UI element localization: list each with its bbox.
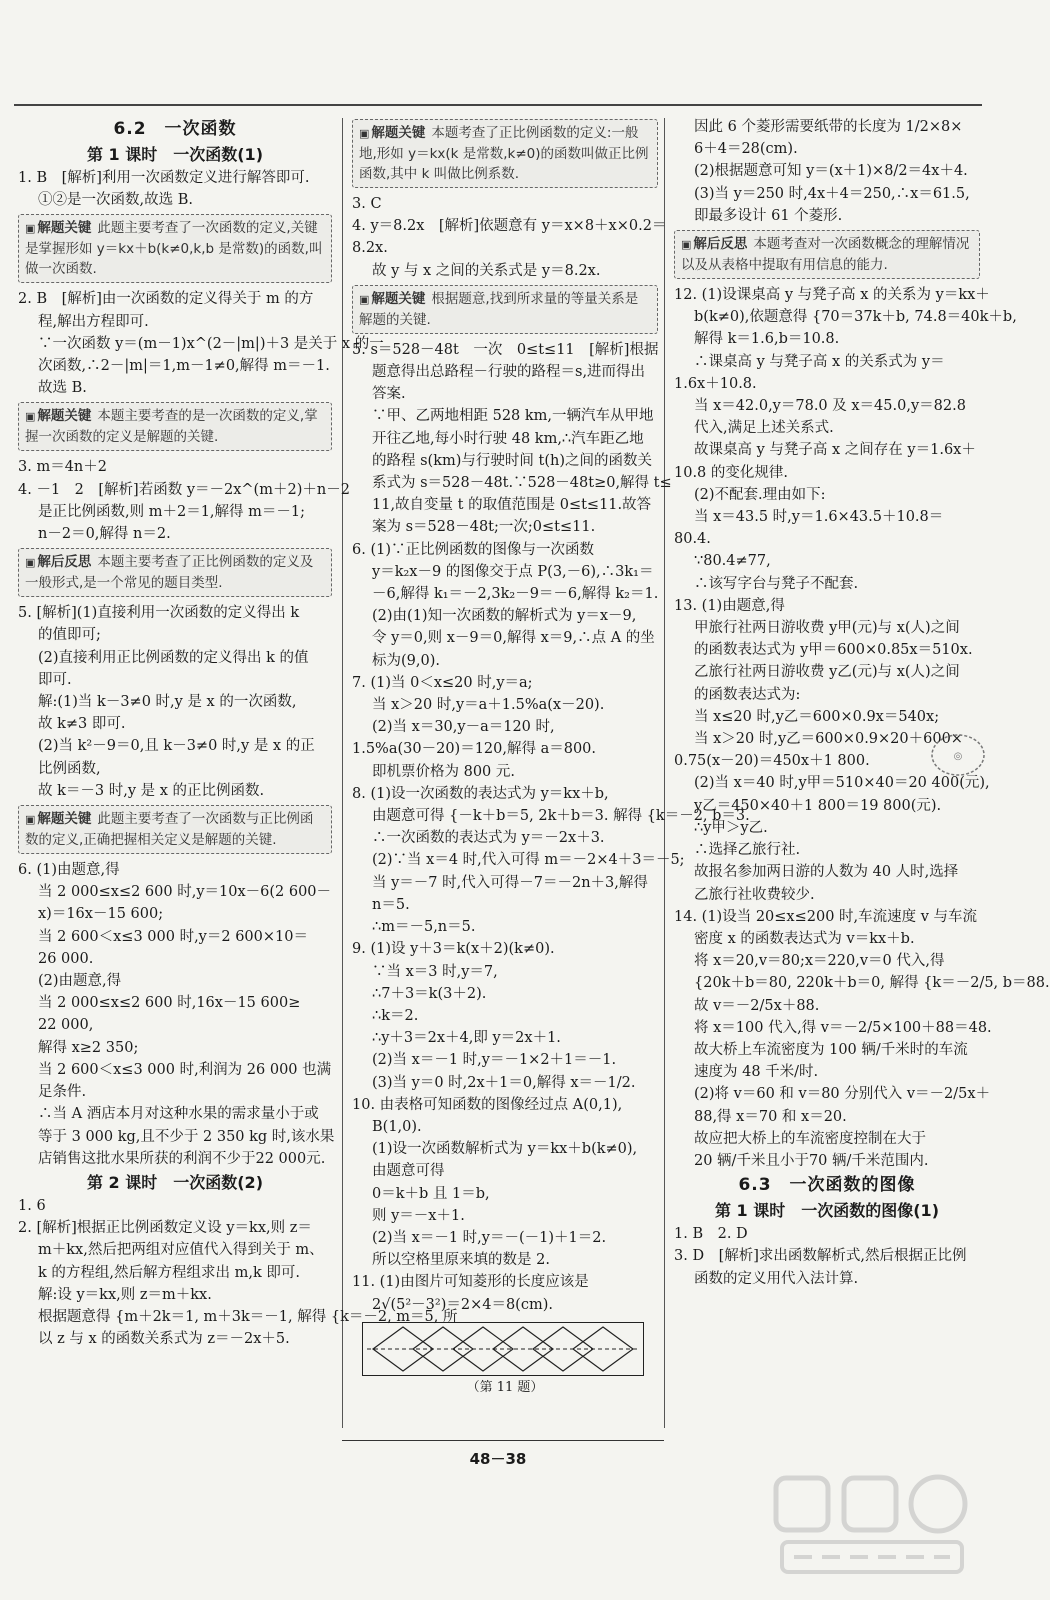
answer-line: 当 x＝42.0,y＝78.0 及 x＝45.0,y＝82.8 [694,398,966,415]
tip-box-text: 本题考查了正比例函数的定义:一般地,形如 y＝kx(k 是常数,k≠0)的函数叫做正比例函数,其中 k 叫做比例系数. [359,125,649,182]
answer-line: 解:设 y＝kx,则 z＝m＋kx. [38,1286,212,1303]
section-title: 6.3 一次函数的图像 [738,1175,916,1196]
answer-line: ∵甲、乙两地相距 528 km,一辆汽车从甲地 [372,408,654,425]
answer-line: ∴m＝－5,n＝5. [372,919,476,936]
answer-line: 8. (1)设一次函数的表达式为 y＝kx＋b, [352,785,609,802]
section-title: 6.2 一次函数 [113,119,237,139]
answer-line: 函数的定义用代入法计算. [694,1270,859,1287]
answer-line: 故 k＝－3 时,y 是 x 的正比例函数. [38,782,265,799]
answer-line: ∴选择乙旅行社. [694,842,801,859]
answer-line: 2. B [解析]由一次函数的定义得关于 m 的方 [18,291,314,308]
answer-line: (2)当 x＝－1 时,y＝－1×2＋1＝－1. [372,1052,617,1069]
answer-line: 足条件. [38,1084,87,1101]
answer-line: 80.4. [674,531,711,548]
top-rule [14,104,982,106]
tip-box-label: ▣ 解题关键 [25,218,91,239]
answer-line: 案为 s＝528－48t;一次;0≤t≤11. [372,519,596,536]
tip-box-label: ▣ 解后反思 [25,552,91,573]
answer-line: y乙＝450×40＋1 800＝19 800(元). [694,797,942,814]
answer-line: 次函数,∴2－|m|＝1,m－1≠0,解得 m＝－1. [38,358,330,375]
answer-line: k 的方程组,然后解方程组求出 m,k 即可. [38,1264,300,1281]
lesson-title: 第 1 课时 一次函数(1) [86,145,264,164]
answer-line: (2)直接利用正比例函数的定义得出 k 的值 [38,649,309,666]
side-stamp-icon [930,732,986,778]
answer-line: 因此 6 个菱形需要纸带的长度为 1/2×8× [694,119,963,135]
answer-line: ∴y＋3＝2x＋4,即 y＝2x＋1. [372,1030,561,1047]
answer-line: 乙旅行社收费较少. [694,886,815,903]
answer-line: 4. y＝8.2x [解析]依题意有 y＝x×8＋x×0.2＝ [352,218,667,235]
tip-box-label: ▣ 解题关键 [25,406,91,427]
answer-line: (1)设一次函数解析式为 y＝kx＋b(k≠0), [372,1141,638,1158]
tip-box-text: 本题主要考查了正比例函数的定义及一般形式,是一个常见的题目类型. [25,554,314,592]
tip-box [674,230,980,279]
rhombus [573,1327,633,1371]
answer-line: 令 y＝0,则 x－9＝0,解得 x＝9,∴点 A 的坐 [372,630,655,647]
answer-line: 7. (1)当 0＜x≤20 时,y＝a; [352,674,533,691]
lesson-title: 第 1 课时 一次函数的图像(1) [714,1201,940,1221]
answer-line: (2)当 x＝40 时,y甲＝510×40＝20 400(元), [694,775,990,792]
answer-line: x)＝16x－15 600; [38,906,164,923]
answer-line: 4. －1 2 [解析]若函数 y＝－2x^(m＋2)＋n－2 [18,481,350,498]
answer-line: 乙旅行社两日游收费 y乙(元)与 x(人)之间 [694,664,960,681]
answer-line: 是正比例函数,则 m＋2＝1,解得 m＝－1; [38,503,305,520]
answer-line: 甲旅行社两日游收费 y甲(元)与 x(人)之间 [694,620,960,637]
tip-box [18,214,332,283]
answer-line: 的路程 s(km)与行驶时间 t(h)之间的函数关 [372,452,652,469]
answer-line: (3)当 y＝0 时,2x＋1＝0,解得 x＝－1/2. [372,1074,636,1091]
answer-line: 13. (1)由题意,得 [674,597,785,614]
answer-line: 5. [解析](1)直接利用一次函数的定义得出 k [18,605,300,622]
answer-line: 12. (1)设课桌高 y 与凳子高 x 的关系为 y＝kx＋ [674,287,990,304]
answer-line: 11,故自变量 t 的取值范围是 0≤t≤11.故答 [372,497,652,514]
answer-line: 则 y＝－x＋1. [372,1207,465,1224]
column-right [674,116,1050,1290]
answer-line: 开往乙地,每小时行驶 48 km,∴汽车距乙地 [372,430,644,447]
answer-line: (3)当 y＝250 时,4x＋4＝250,∴x＝61.5, [694,185,970,202]
answer-line: 当 2 000≤x≤2 600 时,16x－15 600≥ [38,995,301,1012]
answer-line: 题意得出总路程－行驶的路程＝s,进而得出 [372,364,646,381]
answer-line: (2)∵当 x＝4 时,代入可得 m＝－2×4＋3＝－5; [372,852,685,869]
answer-line: 由题意可得 [372,1163,445,1180]
rhombus-strip-figure [362,1322,644,1376]
answer-line: 即最多设计 61 个菱形. [694,207,843,224]
answer-line: 0.75(x－20)＝450x＋1 800. [674,753,870,770]
answer-line: 故 v＝－2/5x＋88. [694,997,820,1014]
tip-box-label: ▣ 解后反思 [681,234,747,255]
answer-line: 根据题意得 {m＋2k＝1, m＋3k＝－1, 解得 {k＝－2, m＝5, 所 [38,1308,458,1325]
answer-line: 2√(5²－3²)＝2×4＝8(cm). [372,1296,553,1313]
answer-line: 6. (1)∵正比例函数的图像与一次函数 [352,541,594,558]
answer-line: 等于 3 000 kg,且不少于 2 350 kg 时,该水果 [38,1128,335,1145]
answer-line: 代入,满足上述关系式. [694,420,834,437]
svg-text:◎: ◎ [953,751,963,762]
tip-box-label: ▣ 解题关键 [359,289,425,310]
answer-line: 当 2 600＜x≤3 000 时,利润为 26 000 也满 [38,1061,332,1078]
answer-line: 即可. [38,671,72,688]
answer-line: －6,解得 k₁＝－2,3k₂－9＝－6,解得 k₂＝1. [372,586,659,603]
answer-line: (2)不配套.理由如下: [694,486,826,503]
answer-line: 以 z 与 x 的函数关系式为 z＝－2x＋5. [38,1331,290,1348]
answer-line: n＝5. [372,896,410,913]
tip-box-text: 本题主要考查的是一次函数的定义,掌握一次函数的定义是解题的关键. [25,408,318,446]
answer-line: 程,解出方程即可. [38,313,149,330]
answer-line: 答案. [372,386,406,403]
answer-line: 1.5%a(30－20)＝120,解得 a＝800. [352,741,597,758]
answer-line: 速度为 48 千米/时. [694,1064,819,1081]
answer-line: 故大桥上车流密度为 100 辆/千米时的车流 [694,1041,968,1058]
page-number: 48－38 [469,1450,527,1468]
answer-line: 当 x＞20 时,y＝a＋1.5%a(x－20). [372,697,605,714]
answer-line: 20 辆/千米且小于70 辆/千米范围内. [694,1152,929,1169]
tip-box-text: 根据题意,找到所求量的等量关系是解题的关键. [359,290,639,328]
tip-box [18,402,332,451]
answer-line: 3. D [解析]求出函数解析式,然后根据正比例 [674,1248,967,1265]
answer-line: 当 2 000≤x≤2 600 时,y＝10x－6(2 600－ [38,884,332,901]
rhombus-strip-icon [363,1323,643,1375]
answer-line: 的函数表达式为: [694,686,801,703]
answer-line: 9. (1)设 y＋3＝k(x＋2)(k≠0). [352,941,555,958]
answer-line: ∵当 x＝3 时,y＝7, [372,963,498,980]
tip-box-label: ▣ 解题关键 [359,123,425,144]
column-divider [342,118,343,1428]
answer-line: ①②是一次函数,故选 B. [38,192,193,209]
answer-line: 店销售这批水果所获的利润不少于22 000元. [38,1150,326,1167]
answer-line: 故应把大桥上的车流密度控制在大于 [694,1130,926,1147]
answer-line: ∴课桌高 y 与凳子高 x 的关系式为 y＝ [694,353,945,370]
answer-line: 10. 由表格可知函数的图像经过点 A(0,1), [352,1096,623,1113]
answer-line: m＋kx,然后把两组对应值代入得到关于 m、 [38,1242,324,1259]
answer-line: ∵80.4≠77, [694,553,771,570]
answer-line: 故报名参加两日游的人数为 40 人时,选择 [694,864,959,881]
watermark-logo-icon [772,1470,972,1580]
answer-line: 88,得 x＝70 和 x＝20. [694,1108,847,1125]
answer-line: 故 k≠3 即可. [38,716,126,733]
answer-line: 解:(1)当 k－3≠0 时,y 是 x 的一次函数, [38,694,297,711]
answer-line: (2)将 v＝60 和 v＝80 分别代入 v＝－2/5x＋ [694,1086,991,1103]
answer-line: {20k＋b＝80, 220k＋b＝0, 解得 {k＝－2/5, b＝88. [694,975,1050,992]
tip-box-text: 此题主要考查了一次函数与正比例函数的定义,正确把握相关定义是解题的关键. [25,811,314,849]
answer-line: 故 y 与 x 之间的关系式是 y＝8.2x. [372,262,601,279]
answer-line: 0＝k＋b 且 1＝b, [372,1185,490,1202]
answer-line: (2)当 x＝30,y－a＝120 时, [372,719,555,736]
tip-box [18,548,332,597]
answer-line: 当 x≤20 时,y乙＝600×0.9x＝540x; [694,708,940,725]
answer-line: 所以空格里原来填的数是 2. [372,1252,550,1269]
rhombus [413,1327,473,1371]
answer-line: ∴k＝2. [372,1007,419,1024]
answer-line: 解得 k＝1.6,b＝10.8. [694,331,840,348]
answer-line: 8.2x. [352,240,388,257]
answer-line: n－2＝0,解得 n＝2. [38,526,171,543]
answer-line: 将 x＝100 代入,得 v＝－2/5×100＋88＝48. [694,1019,992,1036]
answer-line: 5. s＝528－48t 一次 0≤t≤11 [解析]根据 [352,341,659,358]
answer-line: 的值即可; [38,627,101,644]
answer-line: ∴y甲＞y乙. [694,819,768,836]
answer-line: 1.6x＋10.8. [674,375,757,392]
answer-line: 1. 6 [18,1197,46,1214]
answer-line: ∴该写字台与凳子不配套. [694,575,859,592]
tip-box-text: 此题主要考查了一次函数的定义,关键是掌握形如 y＝kx＋b(k≠0,k,b 是常数)的函数,叫做一次函数. [25,220,323,278]
answer-line: 将 x＝20,v＝80;x＝220,v＝0 代入,得 [694,953,945,970]
answer-line: 密度 x 的函数表达式为 v＝kx＋b. [694,930,915,947]
answer-line: 3. C [352,196,382,212]
answer-line: 标为(9,0). [372,652,440,669]
answer-line: 22 000, [38,1017,94,1034]
answer-line: 6＋4＝28(cm). [694,141,798,158]
answer-line: b(k≠0),依题意得 {70＝37k＋b, 74.8＝40k＋b, [694,309,1017,326]
tip-box-text: 本题考查对一次函数概念的理解情况以及从表格中提取有用信息的能力. [681,236,970,274]
answer-line: 的函数表达式为 y甲＝600×0.85x＝510x. [694,642,973,659]
tip-box [352,119,658,188]
answer-line: 系式为 s＝528－48t.∵528－48t≥0,解得 t≤ [372,475,672,492]
answer-line: 26 000. [38,950,94,967]
answer-line: (2)由题意,得 [38,973,122,990]
answer-line: 11. (1)由图片可知菱形的长度应该是 [352,1274,589,1291]
tip-box-label: ▣ 解题关键 [25,809,91,830]
column-divider [664,118,665,1428]
answer-line: ∵一次函数 y＝(m－1)x^(2－|m|)＋3 是关于 x 的一 [38,335,384,352]
answer-line: 当 y＝－7 时,代入可得－7＝－2n＋3,解得 [372,874,648,891]
bottom-rule [342,1440,664,1441]
answer-line: ∴7＋3＝k(3＋2). [372,985,487,1002]
answer-line: (2)由(1)知一次函数的解析式为 y＝x－9, [372,608,637,625]
answer-line: 10.8 的变化规律. [674,464,789,481]
answer-line: (2)当 k²－9＝0,且 k－3≠0 时,y 是 x 的正 [38,738,315,755]
answer-line: 当 x＝43.5 时,y＝1.6×43.5＋10.8＝ [694,509,944,526]
answer-line: 由题意可得 {－k＋b＝5, 2k＋b＝3. 解得 {k＝－2, b＝3. [372,808,750,825]
answer-line: 2. [解析]根据正比例函数定义设 y＝kx,则 z＝ [18,1220,312,1237]
figure-caption: （第 11 题） [466,1379,544,1395]
answer-line: (2)根据题意可知 y＝(x＋1)×8/2＝4x＋4. [694,163,968,180]
answer-line: 即机票价格为 800 元. [372,763,516,780]
answer-line: B(1,0). [372,1118,422,1135]
answer-line: 比例函数, [38,760,101,777]
answer-line: 1. B 2. D [674,1226,748,1243]
answer-line: 1. B [解析]利用一次函数定义进行解答即可. [18,170,310,186]
tip-box [18,805,332,854]
answer-line: 14. (1)设当 20≤x≤200 时,车流速度 v 与车流 [674,908,978,925]
answer-line: 6. (1)由题意,得 [18,862,120,879]
lesson-title: 第 2 课时 一次函数(2) [86,1172,264,1192]
answer-line: 解得 x≥2 350; [38,1039,139,1056]
answer-line: ∴一次函数的表达式为 y＝－2x＋3. [372,830,605,847]
answer-line: 故课桌高 y 与凳子高 x 之间存在 y＝1.6x＋ [694,442,976,459]
answer-line: ∴当 A 酒店本月对这种水果的需求量小于或 [38,1106,319,1123]
answer-line: (2)当 x＝－1 时,y＝－(－1)＋1＝2. [372,1229,607,1246]
answer-line: 3. m＝4n＋2 [18,459,107,476]
answer-line: 当 x＞20 时,y乙＝600×0.9×20＋600× [694,731,963,748]
tip-box [352,285,658,334]
answer-line: y＝k₂x－9 的图像交于点 P(3,－6),∴3k₁＝ [372,563,654,580]
answer-line: 故选 B. [38,380,87,397]
answer-line: 当 2 600＜x≤3 000 时,y＝2 600×10＝ [38,928,308,945]
